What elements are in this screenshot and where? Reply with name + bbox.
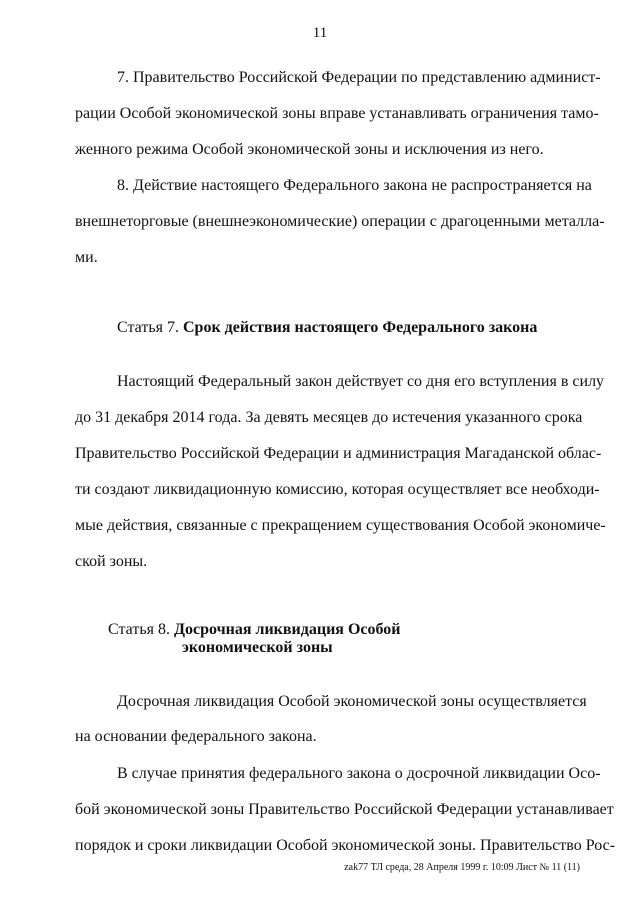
page-number: 11	[312, 25, 328, 41]
article-8-label: Статья 8.	[108, 621, 170, 638]
article-8-p2-line-2: бой экономической зоны Правительство Российской Федерации устанавливает	[75, 801, 614, 818]
article-7-line-4: ти создают ликвидационную комиссию, которая осуществляет все необходи-	[75, 481, 600, 498]
paragraph-8-line-2: внешнеторговые (внешнеэкономические) операции с драгоценными металла-	[75, 213, 605, 230]
article-7-label: Статья 7.	[117, 319, 179, 336]
article-8-heading	[108, 620, 401, 640]
article-8-p1-line-1: Досрочная ликвидация Особой экономической зоны осуществляется	[117, 693, 587, 710]
article-8-p2-line-3: порядок и сроки ликвидации Особой экономической зоны. Правительство Рос-	[75, 837, 616, 854]
article-7-line-2: до 31 декабря 2014 года. За девять месяцев до истечения указанного срока	[75, 409, 583, 426]
document-footer: zak77 ТЛ среда, 28 Апреля 1999 г. 10:09 Лист № 11 (11)	[344, 862, 580, 873]
article-7-title: Срок действия настоящего Федерального закона	[182, 319, 538, 336]
article-7-line-1: Настоящий Федеральный закон действует со дня его вступления в силу	[117, 373, 605, 390]
paragraph-7-line-2: рации Особой экономической зоны вправе устанавливать ограничения тамо-	[75, 105, 599, 122]
article-8-title-line-2-wrap	[182, 638, 333, 658]
paragraph-7-line-3: женного режима Особой экономической зоны и исключения из него.	[75, 141, 544, 158]
article-8-title-line-2: экономической зоны	[182, 639, 333, 656]
article-8-p2-line-1: В случае принятия федерального закона о досрочной ликвидации Осо-	[117, 765, 601, 782]
article-7-line-6: ской зоны.	[75, 553, 148, 570]
article-8-title-line-1: Досрочная ликвидация Особой	[173, 621, 401, 638]
paragraph-8-line-1: 8. Действие настоящего Федерального закона не распространяется на	[117, 177, 592, 194]
paragraph-8-line-3: ми.	[75, 249, 98, 266]
paragraph-7-line-1: 7. Правительство Российской Федерации по представлению админист-	[117, 69, 601, 86]
article-7-heading	[117, 318, 537, 338]
article-8-p1-line-2: на основании федерального закона.	[75, 728, 317, 745]
article-7-line-5: мые действия, связанные с прекращением существования Особой экономиче-	[75, 517, 606, 534]
article-7-line-3: Правительство Российской Федерации и администрация Магаданской облас-	[75, 445, 602, 462]
